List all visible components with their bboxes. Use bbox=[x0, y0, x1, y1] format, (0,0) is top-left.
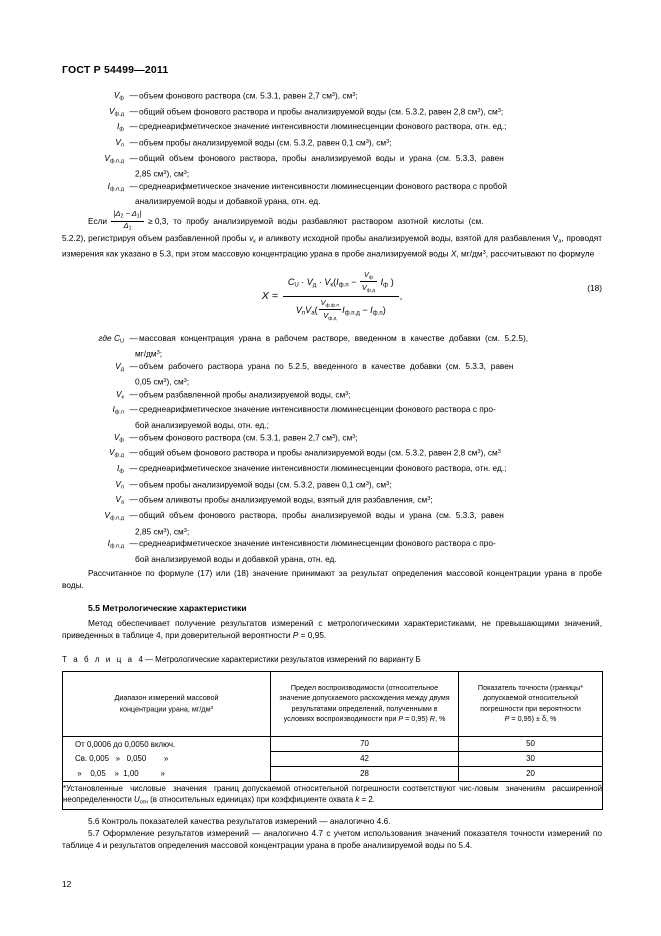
formula-denominator: $V_пV_а$( $V_{ф.ф.п}$ $V_{ф.д}$ $I_{ф.п.д} - I_{ф.п}$) bbox=[295, 298, 386, 322]
formula-fraction bbox=[283, 271, 399, 322]
formula-18: X = $C_U \cdot V_д \cdot V_к(I_{ф.п}$ − $V_ф$ $V_{ф.д}$ $I_ф$ ) $V_пV_а$( $V_{ф.ф.п}$ $V_{ф.д}$ $I_{ф.п.д} - I_{ф.п}$) , bbox=[261, 270, 403, 322]
column-header-range: Диапазон измерений массовой концентрации урана, $мг/дм^3$ bbox=[63, 671, 271, 736]
definition-text: среднеарифметическое значение интенсивности люминесценции фонового раствора, отн. ед.; bbox=[139, 121, 507, 132]
definition-text: объем пробы анализируемой воды (см. 5.3.2, равен 0,1 $см^3$), $см^3$; bbox=[139, 479, 392, 490]
definition-item bbox=[62, 494, 602, 509]
definition-text: среднеарифметическое значение интенсивности люминесценции фонового раствора с про- bbox=[139, 404, 496, 415]
definition-symbol: где $C_U$ bbox=[98, 332, 124, 345]
definition-dash: — bbox=[129, 105, 138, 116]
definition-symbol: $I_ф$ bbox=[117, 462, 124, 475]
definition-dash: — bbox=[129, 537, 138, 548]
definition-dash: — bbox=[129, 510, 138, 520]
definition-symbol: $I_{ф.п.д}$ bbox=[107, 180, 124, 193]
formula-lhs: X = bbox=[261, 290, 278, 303]
definition-symbol: $V_{ф.п.д}$ bbox=[104, 510, 124, 522]
table-caption: Т а б л и ц а 4 — Метрологические характеристики результатов измерений по варианту Б bbox=[62, 654, 421, 664]
definition-continuation: 2,85 $см^3$), $см^3$; bbox=[135, 526, 190, 537]
definition-dash: — bbox=[129, 180, 138, 191]
page-number: 12 bbox=[62, 879, 72, 890]
definition-symbol: $V_п$ bbox=[115, 137, 124, 149]
condition-paragraph: Если $\frac{|\Delta_2 - \Delta_1|}{\Delta_1}$ ≥ 0,3, то пробу анализируемой воды разбавляют раствором азотной кислоты (см. bbox=[88, 209, 484, 232]
definition-dash: — bbox=[129, 494, 138, 505]
definition-symbol: $V_к$ bbox=[115, 388, 124, 401]
cell-range: » 0,05 » 1,00 » bbox=[63, 766, 271, 781]
definition-text: общий объем фонового раствора и пробы анализируемой воды (см. 5.3.2, равен 2,8 $см^3$), $см^3$ bbox=[139, 448, 501, 459]
table-row bbox=[63, 766, 603, 781]
fraction-numerator: $|\Delta_2 - \Delta_1|$ bbox=[113, 209, 142, 220]
definition-text: среднеарифметическое значение интенсивности люминесценции фонового раствора с пробой bbox=[139, 180, 508, 191]
definition-dash: — bbox=[129, 90, 138, 100]
definition-continuation: бой анализируемой воды, отн. ед.; bbox=[135, 420, 269, 431]
after-formula-paragraph: Рассчитанное по формуле (17) или (18) значение принимают за результат определения массовой концентрации урана в пробе воды. bbox=[62, 568, 602, 591]
definition-dash: — bbox=[129, 152, 138, 163]
cell-accuracy: 50 bbox=[459, 736, 603, 751]
definition-symbol: $I_{ф.п.д}$ bbox=[107, 537, 124, 550]
definition-text: среднеарифметическое значение интенсивности люминесценции фонового раствора, отн. ед.; bbox=[139, 462, 507, 473]
definition-continuation: $мг/дм^3$; bbox=[135, 349, 163, 360]
definition-symbol: $V_{ф.д}$ bbox=[108, 447, 124, 459]
page-content bbox=[62, 0, 602, 889]
condition-paragraph-line2: 5.2.2), регистрируя объем разбавленной пробы $v_к$ и аликвоту исходной пробы анализируемой воды, взятой для разбавления $V_а$, проводят измерения как указано в 5.3, при этом массовую концентрацию урана в пробе анализируемой воды X, $мг/дм^3$, рассчитывают по формуле bbox=[62, 232, 603, 259]
column-header-accuracy: Показатель точности (границы* допускаемой относительной погрешности при вероятности P = 0,95) ± δ, % bbox=[459, 671, 603, 736]
definition-text: общий объем фонового раствора и пробы анализируемой воды (см. 5.3.2, равен 2,8 $см^3$), $см^3$; bbox=[139, 106, 504, 117]
table-footnote: *Установленные числовые значения границ допускаемой относительной погрешности соответствуют чис-ловым значениям расширенной неопределенности $U_{отн}$ (в относительных единицах) при коэффициенте охвата k = 2. bbox=[63, 781, 603, 810]
section-5-7: 5.7 Оформление результатов измерений — аналогично 4.7 с учетом использования значений показателя точности измерений по таблице 4 и результатов определения массовой концентрации урана в пробе анализируемой воды по 5.4. bbox=[62, 828, 602, 851]
definition-dash: — bbox=[129, 388, 138, 399]
definition-item bbox=[62, 181, 602, 196]
definition-item bbox=[62, 361, 602, 376]
cell-reproducibility: 42 bbox=[271, 751, 459, 766]
definition-symbol: $V_{ф.д}$ bbox=[108, 105, 124, 118]
definition-item bbox=[62, 447, 602, 462]
section-5-5-body: Метод обеспечивает получение результатов измерений с метрологическими характеристиками, не превышающими значений, приведенных в таблице 4, при доверительной вероятности P = 0,95. bbox=[62, 618, 602, 640]
definition-text: объем фонового раствора (см. 5.3.1, равен 2,7 $см^3$), $см^3$; bbox=[139, 90, 358, 101]
table-body bbox=[63, 736, 603, 810]
table-row bbox=[63, 751, 603, 766]
inline-fraction-delta bbox=[111, 210, 143, 232]
definition-item bbox=[62, 153, 602, 168]
definition-text: объем рабочего раствора урана по 5.2.5, введенного в качестве добавки (см. 5.3.3, равен bbox=[139, 360, 514, 371]
definition-item bbox=[62, 510, 602, 525]
column-header-reproducibility: Предел воспроизводимости (относительное значение допускаемого расхождения между двумя результатами определений, полученными в условиях воспроизводимости при P = 0,95) R, % bbox=[271, 671, 459, 736]
table-caption-prefix: Т а б л и ц а bbox=[62, 654, 135, 664]
definition-continuation: 2,85 $см^3$), $см^3$; bbox=[135, 169, 190, 180]
table-row bbox=[63, 736, 603, 751]
definition-item bbox=[62, 137, 602, 152]
metrology-table bbox=[62, 671, 603, 811]
definition-item bbox=[62, 333, 602, 348]
table-caption-text: Метрологические характеристики результатов измерений по варианту Б bbox=[155, 654, 421, 664]
definition-text: объем фонового раствора (см. 5.3.1, равен 2,7 $см^3$), $см^3$; bbox=[139, 432, 358, 443]
denominator-inner-fraction: $V_{ф.ф.п}$ $V_{ф.д}$ bbox=[320, 298, 340, 322]
definition-text: общий объем фонового раствора, пробы анализируемой воды и урана (см. 5.3.3, равен bbox=[139, 510, 504, 520]
cell-accuracy: 30 bbox=[459, 751, 603, 766]
cell-accuracy: 20 bbox=[459, 766, 603, 781]
definition-text: объем аликвоты пробы анализируемой воды, взятый для разбавления, $см^3$; bbox=[139, 495, 433, 506]
definition-item bbox=[62, 538, 602, 553]
definition-symbol: $V_д$ bbox=[115, 360, 124, 373]
definition-text: общий объем фонового раствора, пробы анализируемой воды и урана (см. 5.3.3, равен bbox=[139, 152, 504, 163]
definitions-top-list bbox=[62, 90, 602, 208]
definition-item bbox=[62, 121, 602, 136]
definition-symbol: $I_ф$ bbox=[117, 121, 124, 133]
table-header bbox=[63, 671, 603, 736]
formula-numerator: $C_U \cdot V_д \cdot V_к(I_{ф.п}$ − $V_ф$ $V_{ф.д}$ $I_ф$ ) bbox=[283, 271, 399, 297]
definition-item bbox=[62, 389, 602, 404]
definition-dash: — bbox=[129, 431, 138, 442]
fraction-denominator: $\Delta_1$ bbox=[123, 220, 132, 232]
cell-reproducibility: 28 bbox=[271, 766, 459, 781]
definition-text: среднеарифметическое значение интенсивности люминесценции фонового раствора с про- bbox=[139, 537, 496, 548]
definition-symbol: $V_п$ bbox=[115, 478, 124, 491]
definition-item bbox=[62, 479, 602, 494]
section-5-6: 5.6 Контроль показателей качества результатов измерений — аналогично 4.6. bbox=[88, 816, 391, 827]
cell-range: Св. 0,005 » 0,050 » bbox=[63, 751, 271, 766]
definitions-bottom-list bbox=[62, 333, 602, 565]
formula-18-block bbox=[62, 267, 602, 329]
definition-continuation: бой анализируемой воды и добавкой урана, отн. ед. bbox=[135, 553, 337, 564]
definition-symbol: $V_ф$ bbox=[113, 90, 124, 102]
numerator-inner-fraction: $V_ф$ $V_{ф.д}$ bbox=[361, 270, 376, 294]
definition-symbol: $V_а$ bbox=[115, 494, 124, 506]
definition-dash: — bbox=[129, 447, 138, 458]
definition-text: массовая концентрация урана в рабочем растворе, введенном в качестве добавки (см. 5.2.5), bbox=[139, 332, 529, 343]
definition-symbol: $I_{ф.п}$ bbox=[112, 404, 124, 416]
definition-continuation: анализируемой воды и добавкой урана, отн. ед. bbox=[135, 196, 321, 207]
section-5-5-heading: 5.5 Метрологические характеристики bbox=[88, 603, 247, 614]
definition-dash: — bbox=[129, 121, 138, 132]
definition-dash: — bbox=[129, 478, 138, 489]
standard-header: ГОСТ Р 54499—2011 bbox=[62, 64, 169, 76]
definition-text: объем пробы анализируемой воды (см. 5.3.2, равен 0,1 $см^3$), $см^3$; bbox=[139, 137, 392, 148]
definition-dash: — bbox=[129, 137, 138, 148]
definition-item bbox=[62, 106, 602, 121]
definition-continuation: 0,05 $см^3$), $см^3$; bbox=[135, 377, 190, 388]
definition-item bbox=[62, 90, 602, 105]
table-footnote-row bbox=[63, 781, 603, 810]
formula-number: (18) bbox=[587, 282, 602, 293]
definition-item bbox=[62, 404, 602, 419]
definition-dash: — bbox=[129, 360, 138, 371]
definition-item bbox=[62, 463, 602, 478]
definition-symbol: $V_ф$ bbox=[113, 431, 124, 444]
definition-dash: — bbox=[129, 332, 138, 343]
definition-dash: — bbox=[129, 462, 138, 473]
definition-dash: — bbox=[129, 404, 138, 415]
definition-item bbox=[62, 432, 602, 447]
table-header-row bbox=[63, 671, 603, 736]
cell-range: От 0,0006 до 0,0050 включ. bbox=[63, 736, 271, 751]
cell-reproducibility: 70 bbox=[271, 736, 459, 751]
definition-symbol: $V_{ф.п.д}$ bbox=[104, 152, 124, 165]
definition-text: объем разбавленной пробы анализируемой воды, $см^3$; bbox=[139, 389, 351, 400]
